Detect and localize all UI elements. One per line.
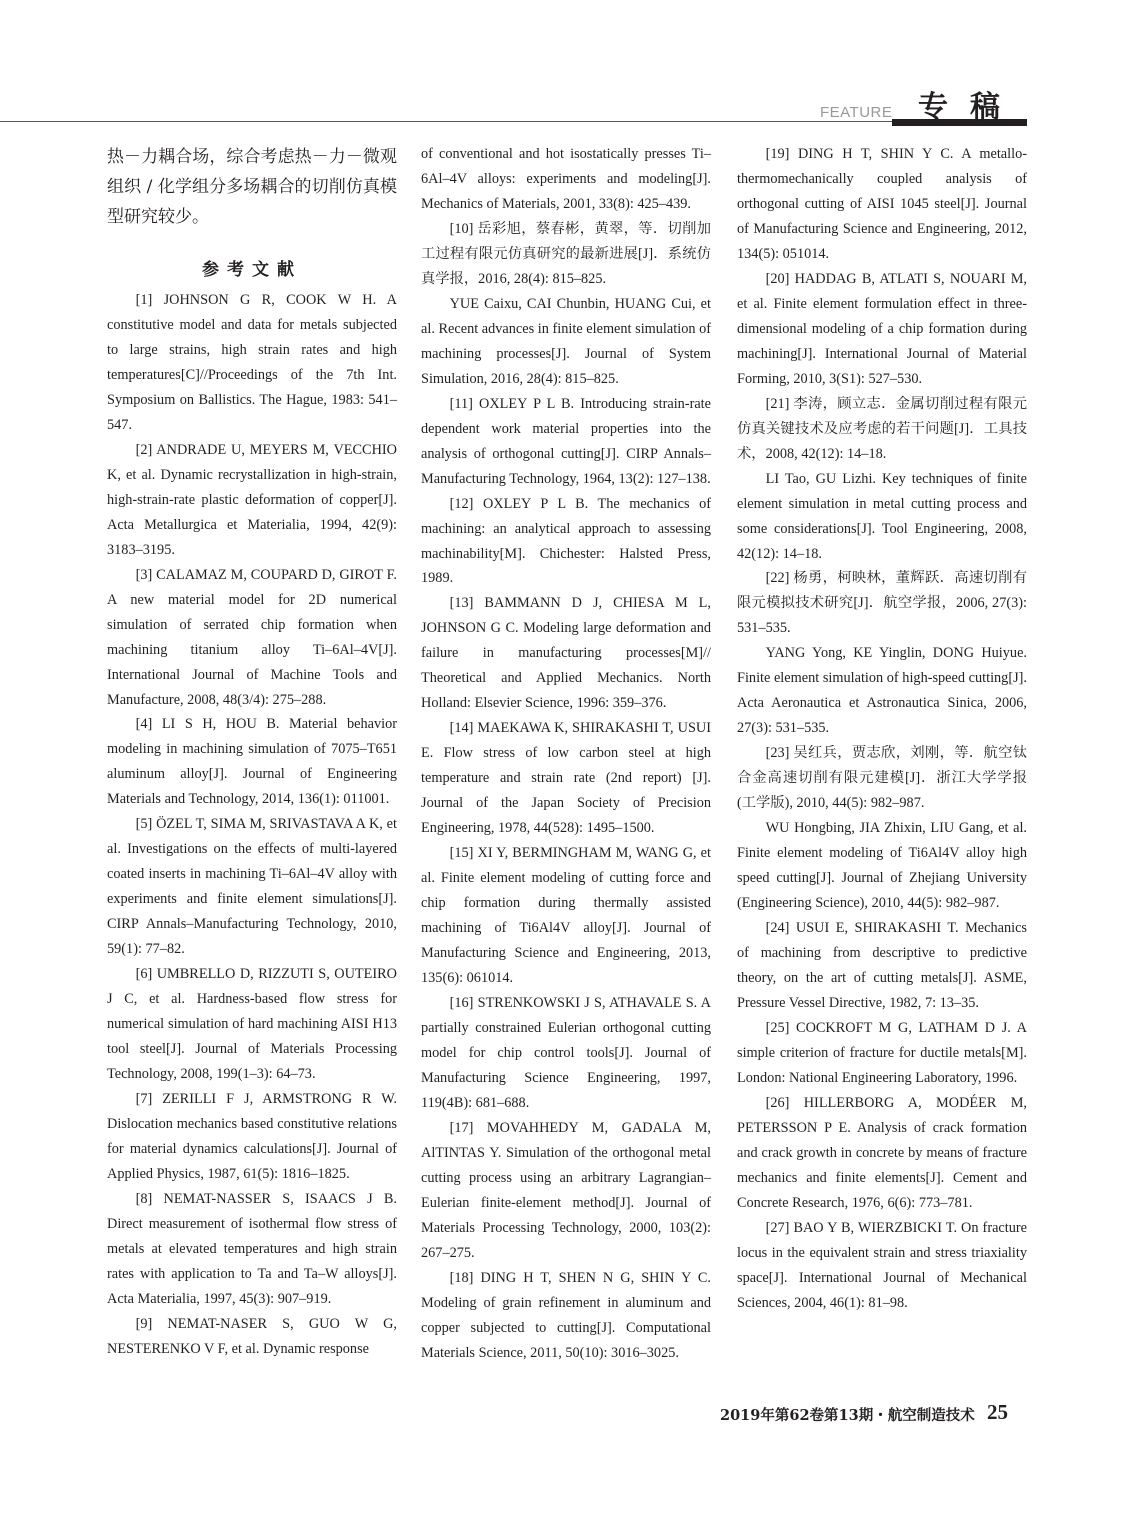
references-list-col3 [737,142,1027,1316]
reference-entry: [11] OXLEY P L B. Introducing strain-rate dependent work material properties into the analysis of orthogonal cutting[J]. CIRP Annals–Manufacturing Technology, 1964, 13(2): 127–138. [421,395,711,487]
feature-label: FEATURE [820,104,893,121]
reference-entry: [16] STRENKOWSKI J S, ATHAVALE S. A partially constrained Eulerian orthogonal cutting model for chip control tools[J]. Journal of Manufacturing Science Engineering, 1997, 119(4B): 681–688. [421,994,711,1111]
reference-entry: [17] MOVAHHEDY M, GADALA M, AlTINTAS Y. Simulation of the orthogonal metal cutting process using an arbitrary Lagrangian–Eulerian finite-element method[J]. Journal of Materials Processing Technology, 2000, 103(2): 267–275. [421,1119,711,1261]
journal-info: 2019年第62卷第13期・航空制造技术 [720,1407,975,1424]
reference-entry: [26] HILLERBORG A, MODÉER M, PETERSSON P E. Analysis of crack formation and crack growth in concrete by means of fracture mechanics and finite elements[J]. Cement and Concrete Research, 1976, 6(6): 773–781. [737,1094,1027,1211]
reference-entry: [4] LI S H, HOU B. Material behavior modeling in machining simulation of 7075–T651 aluminum alloy[J]. Journal of Engineering Materials and Technology, 2014, 136(1): 011001. [107,716,397,808]
references-list-col1 [107,288,397,1362]
reference-entry: [10] 岳彩旭，蔡春彬，黄翠，等．切削加工过程有限元仿真研究的最新进展[J]．系统仿真学报，2016, 28(4): 815–825. [421,220,711,287]
reference-entry: [7] ZERILLI F J, ARMSTRONG R W. Dislocation mechanics based constitutive relations for material dynamics calculations[J]. Journal of Applied Physics, 1987, 61(5): 1816–1825. [107,1091,397,1182]
reference-entry: [3] CALAMAZ M, COUPARD D, GIROT F. A new material model for 2D numerical simulation of serrated chip formation when machining titanium alloy Ti–6Al–4V[J]. International Journal of Machine Tools and Manufacture, 2008, 48(3/4): 275–288. [107,566,397,708]
section-title: 专稿 [918,90,1022,125]
reference-entry: [8] NEMAT-NASSER S, ISAACS J B. Direct measurement of isothermal flow stress of metals at elevated temperatures and high strain rates with application to Ta and Ta–W alloys[J]. Acta Materialia, 1997, 45(3): 907–919. [107,1190,397,1307]
references-list-col2 [421,142,711,1365]
column-2 [421,142,711,1365]
reference-entry: [15] XI Y, BERMINGHAM M, WANG G, et al. Finite element modeling of cutting force and chip formation during thermally assisted machining of Ti6Al4V alloy[J]. Journal of Manufacturing Science and Engineering, 2013, 135(6): 061014. [421,845,711,986]
reference-entry: YANG Yong, KE Yinglin, DONG Huiyue. Finite element simulation of high-speed cutting[J]. Acta Aeronautica et Astronautica Sinica, 2006, 27(3): 531–535. [737,645,1027,737]
reference-entry: [21] 李涛，顾立志．金属切削过程有限元仿真关键技术及应考虑的若干问题[J]．工具技术，2008, 42(12): 14–18. [737,395,1027,462]
reference-entry: [23] 吴红兵，贾志欣，刘刚，等．航空钛合金高速切削有限元建模[J]．浙江大学学报 (工学版), 2010, 44(5): 982–987. [737,745,1027,812]
reference-entry: [9] NEMAT-NASER S, GUO W G, NESTERENKO V F, et al. Dynamic response [107,1315,397,1357]
reference-entry: [5] ÖZEL T, SIMA M, SRIVASTAVA A K, et al. Investigations on the effects of multi-layered coated inserts in machining Ti–6Al–4V alloy with experiments and finite element simulations[J]. CIRP Annals–Manufacturing Technology, 2010, 59(1): 77–82. [107,816,397,958]
reference-entry: [18] DING H T, SHEN N G, SHIN Y C. Modeling of grain refinement in aluminum and copper subjected to cutting[J]. Computational Materials Science, 2011, 50(10): 3016–3025. [421,1269,711,1361]
reference-entry: [22] 杨勇，柯映林，董辉跃．高速切削有限元模拟技术研究[J]．航空学报，2006, 27(3): 531–535. [737,570,1027,637]
reference-entry: [1] JOHNSON G R, COOK W H. A constitutive model and data for metals subjected to large strains, high strain rates and high temperatures[C]//Proceedings of the 7th Int. Symposium on Ballistics. The Hague, 1983: 541–547. [107,292,397,433]
column-3 [737,142,1027,1316]
reference-entry: WU Hongbing, JIA Zhixin, LIU Gang, et al. Finite element modeling of Ti6Al4V alloy high speed cutting[J]. Journal of Zhejiang University (Engineering Science), 2010, 44(5): 982–987. [737,820,1027,912]
reference-entry: [12] OXLEY P L B. The mechanics of machining: an analytical approach to assessing machinability[M]. Chichester: Halsted Press, 1989. [421,495,711,587]
column-1 [107,142,397,1362]
reference-entry: [2] ANDRADE U, MEYERS M, VECCHIO K, et al. Dynamic recrystallization in high-strain, high-strain-rate plastic deformation of copper[J]. Acta Metallurgica et Materialia, 1994, 42(9): 3183–3195. [107,441,397,558]
reference-entry: [6] UMBRELLO D, RIZZUTI S, OUTEIRO J C, et al. Hardness-based flow stress for numerical simulation of hard machining AISI H13 tool steel[J]. Journal of Materials Processing Technology, 2008, 199(1–3): 64–73. [107,966,397,1083]
reference-entry: [27] BAO Y B, WIERZBICKI T. On fracture locus in the equivalent strain and stress triaxiality space[J]. International Journal of Mechanical Sciences, 2004, 46(1): 81–98. [737,1219,1027,1311]
reference-entry: [20] HADDAG B, ATLATI S, NOUARI M, et al. Finite element formulation effect in three-dimensional modeling of a chip formation during machining[J]. International Journal of Material Forming, 2010, 3(S1): 527–530. [737,270,1027,387]
reference-entry: [25] COCKROFT M G, LATHAM D J. A simple criterion of fracture for ductile metals[M]. London: National Engineering Laboratory, 1996. [737,1019,1027,1086]
reference-entry: [14] MAEKAWA K, SHIRAKASHI T, USUI E. Flow stress of low carbon steel at high temperature and strain rate (2nd report) [J]. Journal of the Japan Society of Precision Engineering, 1978, 44(528): 1495–1500. [421,720,711,837]
reference-entry: YUE Caixu, CAI Chunbin, HUANG Cui, et al. Recent advances in finite element simulation of machining processes[J]. Journal of System Simulation, 2016, 28(4): 815–825. [421,295,711,387]
page-number: 25 [987,1400,1008,1424]
references-heading: 参考文献 [202,260,302,280]
intro-paragraph: 热－力耦合场，综合考虑热－力－微观组织 / 化学组分多场耦合的切削仿真模型研究较少。 [107,147,397,227]
reference-entry: [13] BAMMANN D J, CHIESA M L, JOHNSON G C. Modeling large deformation and failure in manufacturing processes[M]// Theoretical and Applied Mechanics. North Holland: Elsevier Science, 1996: 359–376. [421,595,711,712]
reference-entry: of conventional and hot isostatically presses Ti–6Al–4V alloys: experiments and modeling[J]. Mechanics of Materials, 2001, 33(8): 425–439. [421,146,711,212]
reference-entry: [24] USUI E, SHIRAKASHI T. Mechanics of machining from descriptive to predictive theory, on the art of cutting metals[J]. ASME, Pressure Vessel Directive, 1982, 7: 13–35. [737,920,1027,1011]
reference-entry: LI Tao, GU Lizhi. Key techniques of finite element simulation in metal cutting process and some considerations[J]. Tool Engineering, 2008, 42(12): 14–18. [737,470,1027,562]
header-rule [0,121,892,122]
reference-entry: [19] DING H T, SHIN Y C. A metallo-thermomechanically coupled analysis of orthogonal cutting of AISI 1045 steel[J]. Journal of Manufacturing Science and Engineering, 2012, 134(5): 051014. [737,146,1027,262]
